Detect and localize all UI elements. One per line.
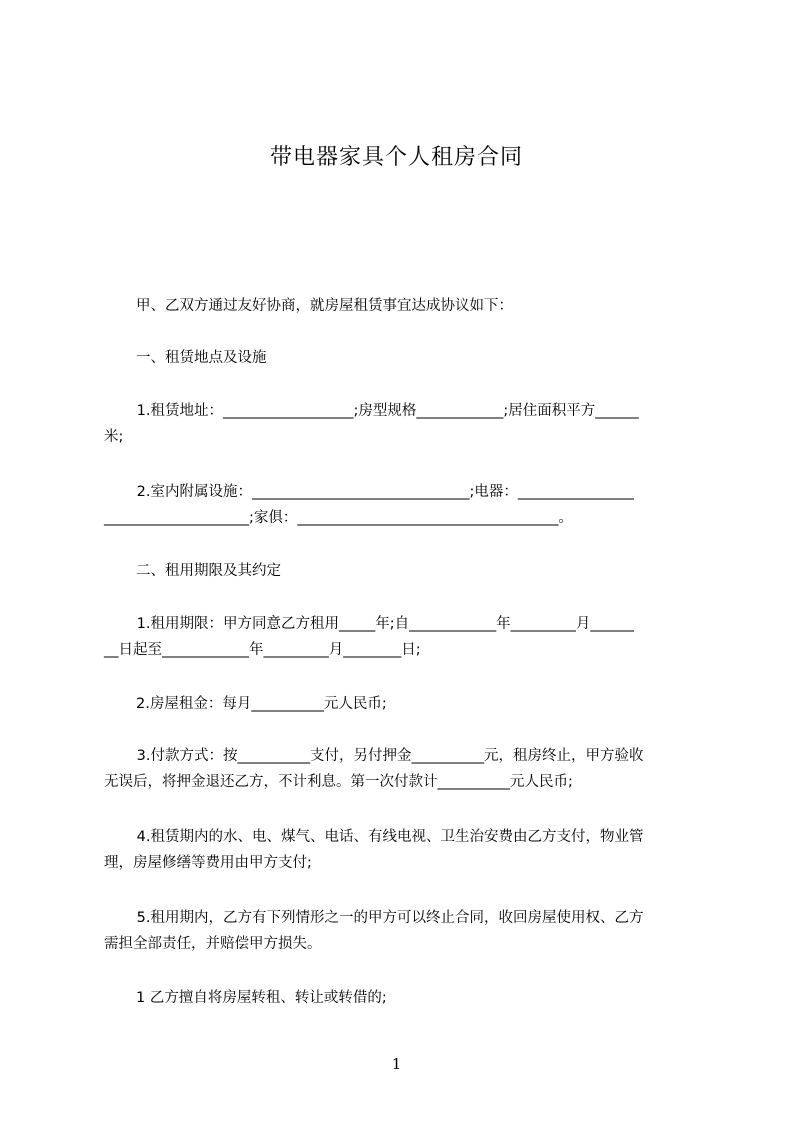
clause-2-5-sub1: 1 乙方擅自将房屋转租、转让或转借的; <box>136 990 387 1006</box>
clause-2-4-line2: 理，房屋修缮等费用由甲方支付; <box>104 855 312 871</box>
document-title: 带电器家具个人租房合同 <box>269 145 523 170</box>
section-heading-2: 二、租用期限及其约定 <box>136 563 281 579</box>
clause-2-1-line1: 1.租用期限：甲方同意乙方租用_____年;自____________年_________月______ <box>132 616 634 632</box>
clause-1-1-line2: 米; <box>104 429 124 445</box>
clause-2-5-line1: 5.租用期内，乙方有下列情形之一的甲方可以终止合同，收回房屋使用权、乙方 <box>132 910 644 926</box>
clause-2-5-line2: 需担全部责任，并赔偿甲方损失。 <box>104 936 322 952</box>
clause-2-3-line1: 3.付款方式：按__________支付，另付押金__________元，租房终止，甲方验收 <box>132 748 644 764</box>
clause-1-1-line1: 1.租赁地址：__________________;房型规格____________;居住面积平方______ <box>132 403 639 419</box>
clause-2-1-line2: __日起至____________年_________月________日; <box>104 642 421 658</box>
clause-2-4-line1: 4.租赁期内的水、电、煤气、电话、有线电视、卫生治安费由乙方支付，物业管 <box>132 829 644 845</box>
clause-2-3-line2: 无误后，将押金退还乙方，不计利息。第一次付款计__________元人民币; <box>104 774 573 790</box>
page-number: 1 <box>391 1055 402 1073</box>
section-heading-1: 一、租赁地点及设施 <box>136 350 267 366</box>
clause-1-2-line1: 2.室内附属设施：______________________________;电器：________________ <box>132 484 634 500</box>
clause-2-2: 2.房屋租金：每月__________元人民币; <box>136 696 387 712</box>
intro-paragraph: 甲、乙双方通过友好协商，就房屋租赁事宜达成协议如下： <box>136 298 513 314</box>
clause-1-2-line2: ____________________;家俱：____________________________________。 <box>104 510 573 526</box>
